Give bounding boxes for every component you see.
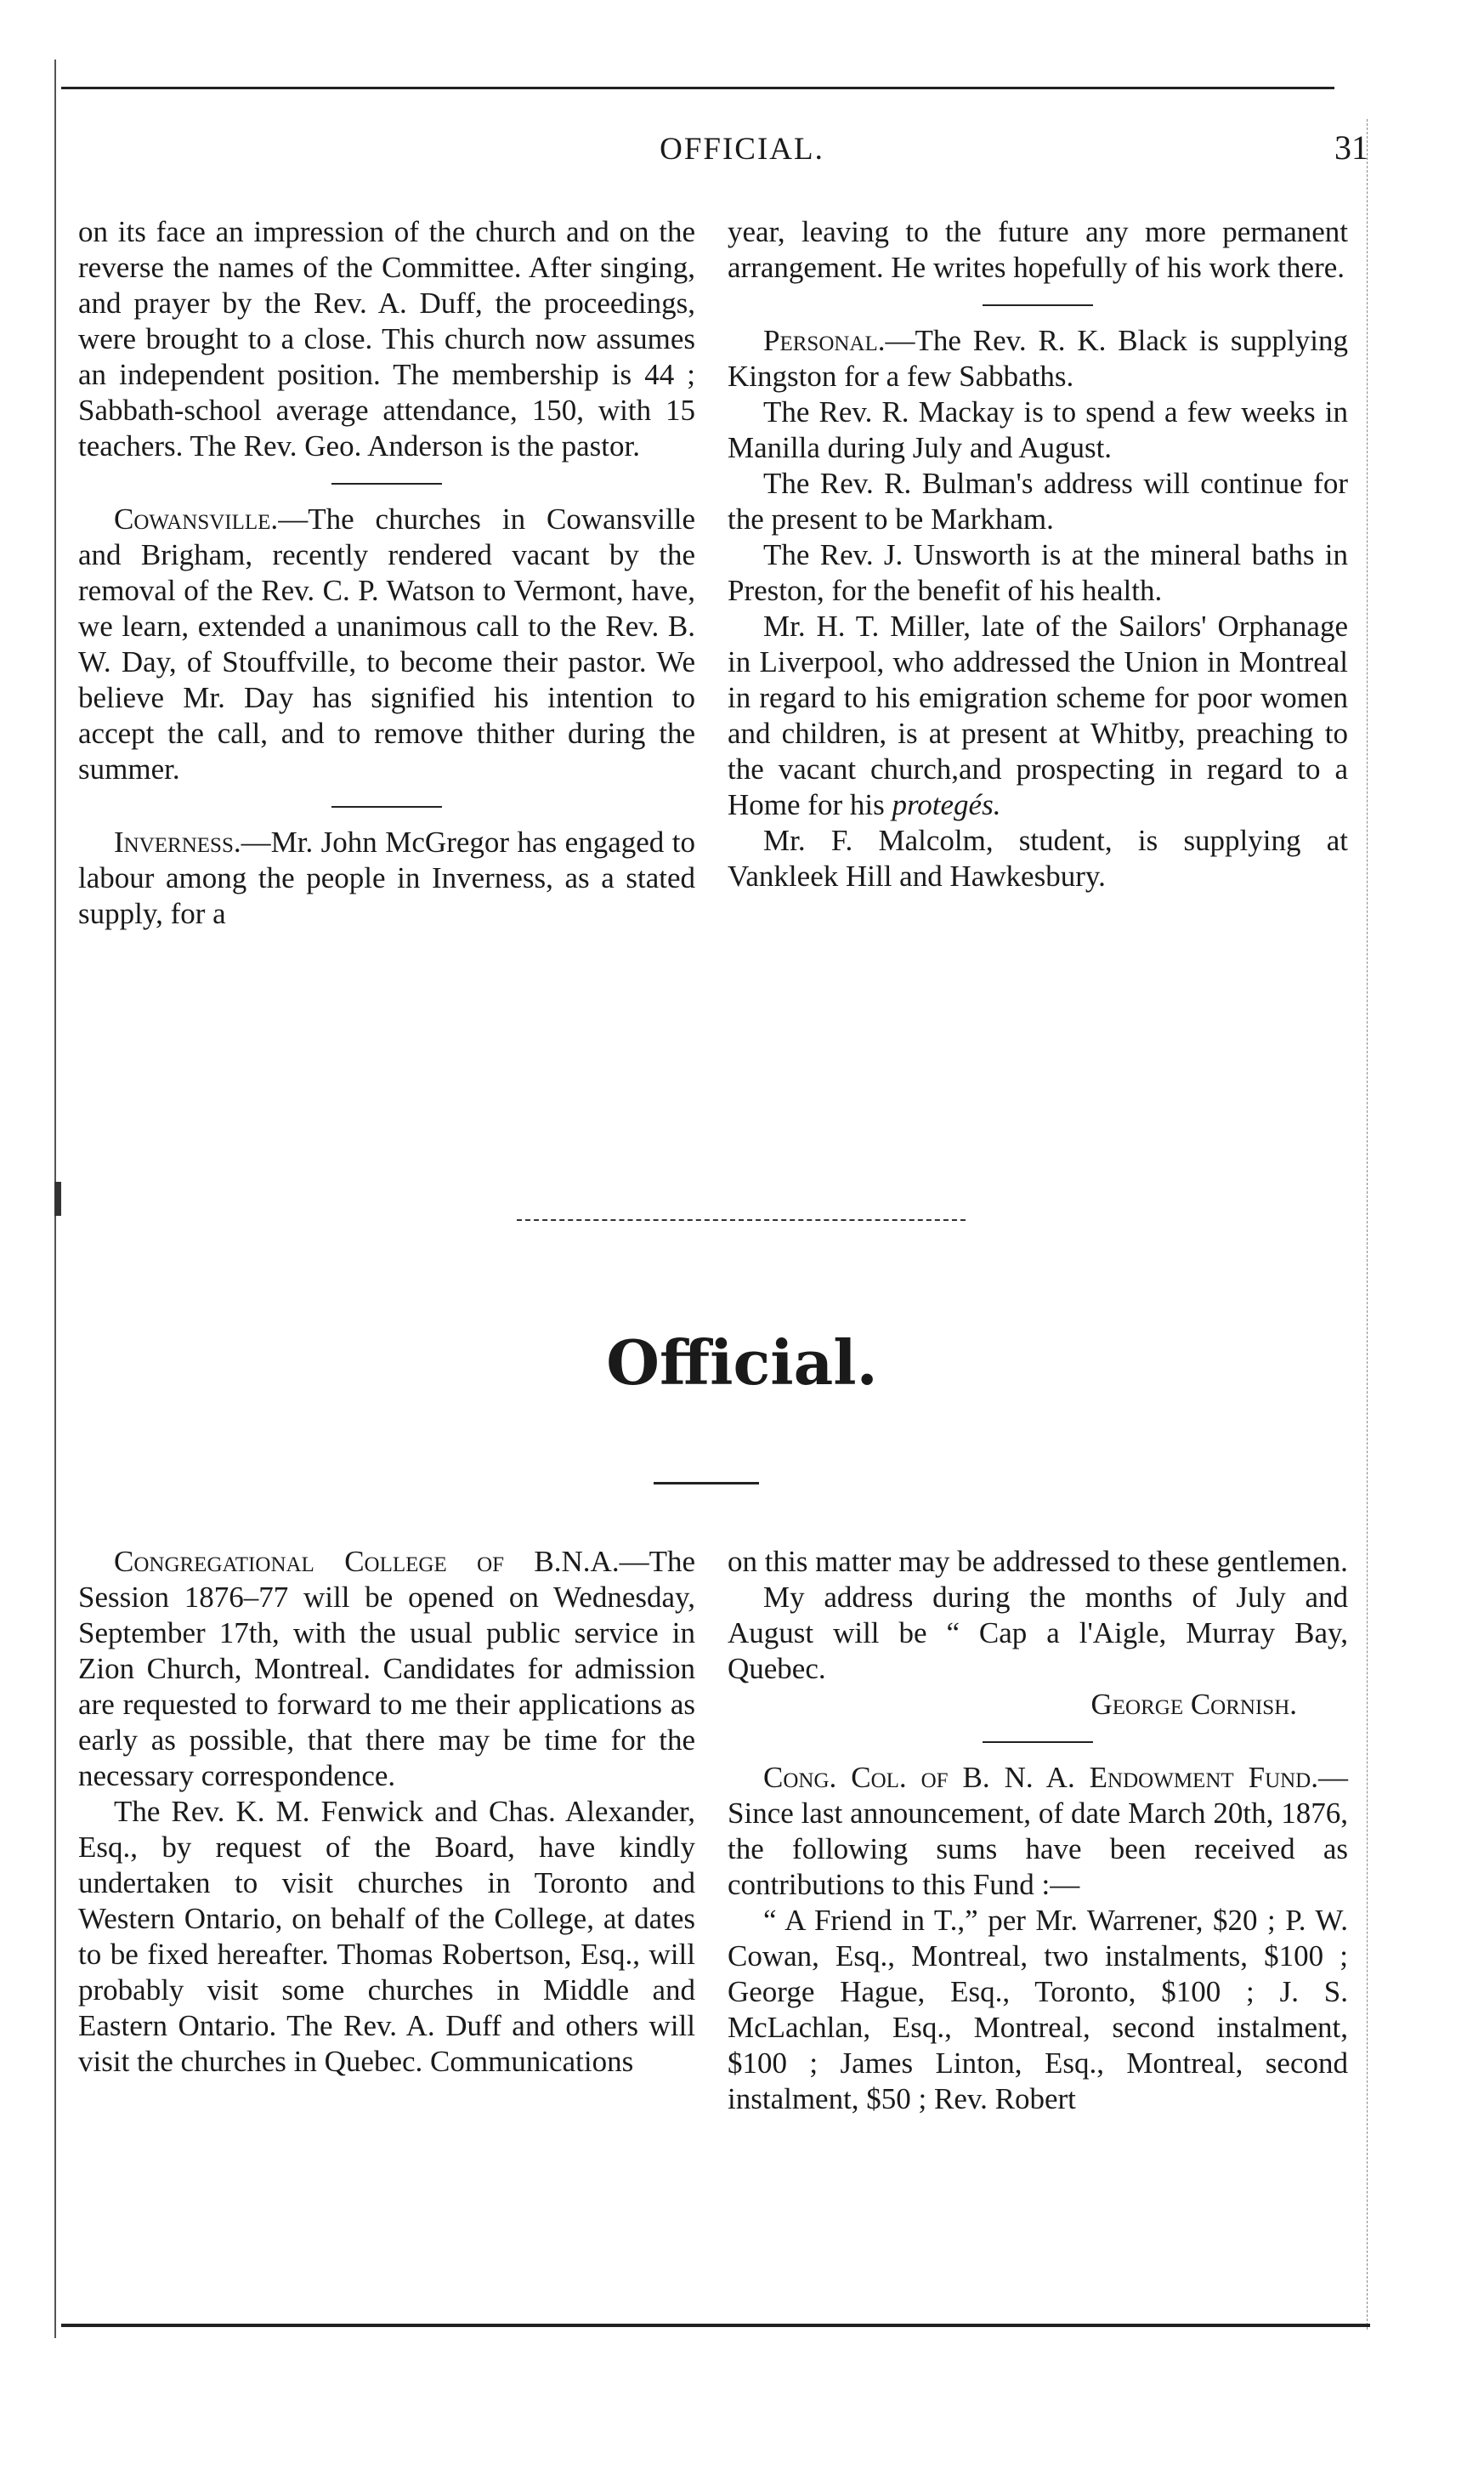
- page-number: 31: [1334, 128, 1368, 167]
- separator-rule: [983, 304, 1093, 306]
- paragraph-body: Mr. H. T. Miller, late of the Sailors' Orphanage in Liverpool, who addressed the Union in Montreal in regard to his emigration scheme for poor women and children, is at present at Whitby, preaching to the vacant church,and prospecting in regard to a Home for his: [728, 610, 1348, 821]
- section-heading: Official.: [606, 1326, 878, 1399]
- paragraph-inverness: [78, 825, 695, 932]
- footer-rule: [61, 2324, 1370, 2327]
- paragraph-body: —Mr. John McGregor has engaged to labour among the people in Inverness, as a stated supply, for a: [78, 826, 695, 930]
- paragraph-unsworth: The Rev. J. Unsworth is at the mineral baths in Preston, for the benefit of his health.: [728, 538, 1348, 607]
- paragraph-body: —The Session 1876–77 will be opened on Wednesday, September 17th, with the usual public service in Zion Church, Montreal. Candidates for admission are requested to forward to me their applications as early as possible, that there may be time for the necessary correspondence.: [78, 1545, 695, 1792]
- signature: George Cornish.: [1090, 1688, 1297, 1721]
- paragraph-bulman: The Rev. R. Bulman's address will continue for the present to be Markham.: [728, 467, 1348, 536]
- separator-rule: [983, 1741, 1093, 1743]
- paragraph-heading: Congregational College of B.N.A.: [114, 1545, 620, 1578]
- upper-right-column: [728, 214, 1348, 894]
- paragraph-malcolm: Mr. F. Malcolm, student, is supplying at Vankleek Hill and Hawkesbury.: [728, 824, 1348, 893]
- separator-rule: [331, 806, 442, 808]
- running-title: OFFICIAL.: [660, 132, 824, 167]
- paragraph-heading: Cong. Col. of B. N. A. Endowment Fund.: [763, 1761, 1318, 1794]
- paragraph-body: —Since last announcement, of date March 20th, 1876, the following sums have been received as contributions to this Fund :—: [728, 1761, 1348, 1901]
- section-divider-rule: [517, 1219, 966, 1221]
- margin-mark: [54, 1182, 61, 1216]
- paragraph-college: [78, 1544, 695, 1794]
- paragraph-address: My address during the months of July and August will be “ Cap a l'Aigle, Murray Bay, Quebec.: [728, 1581, 1348, 1685]
- paragraph-heading: Personal.: [763, 324, 886, 357]
- paragraph-heading: Cowansville.: [114, 502, 279, 536]
- italic-word: protegés.: [892, 788, 1001, 821]
- paragraph-church-pastor: on its face an impression of the church and on the reverse the names of the Committee. After singing, and prayer by the Rev. A. Duff, the proceedings, were brought to a close. This church now assumes an independent position. The membership is 44 ; Sabbath-school average attendance, 150, with 15 teachers. The Rev. Geo. Anderson is the pastor.: [78, 215, 695, 463]
- paragraph-continuation: year, leaving to the future any more permanent arrangement. He writes hopefully of his work there.: [728, 215, 1348, 284]
- paragraph-personal: [728, 323, 1348, 395]
- paragraph-cowansville: [78, 502, 695, 787]
- section-heading-rule: [654, 1482, 759, 1484]
- lower-left-column: [78, 1544, 695, 2080]
- paragraph-body: —The Rev. R. K. Black is supplying Kingston for a few Sabbaths.: [728, 324, 1348, 393]
- paragraph-visits: The Rev. K. M. Fenwick and Chas. Alexander, Esq., by request of the Board, have kindly undertaken to visit churches in Toronto and Western Ontario, on behalf of the College, at dates to be fixed hereafter. Thomas Robertson, Esq., will probably visit some churches in Middle and Eastern Ontario. The Rev. A. Duff and others will visit the churches in Quebec. Communications: [78, 1795, 695, 2078]
- paragraph-donors: “ A Friend in T.,” per Mr. Warrener, $20 ; P. W. Cowan, Esq., Montreal, two instalments, $100 ; George Hague, Esq., Toronto, $100 ; J. S. McLachlan, Esq., Montreal, second instalment, $100 ; James Linton, Esq., Montreal, second instalment, $50 ; Rev. Robert: [728, 1904, 1348, 2115]
- separator-rule: [331, 483, 442, 485]
- paragraph-continuation: on this matter may be addressed to these gentlemen.: [728, 1545, 1348, 1578]
- paragraph-endowment: [728, 1760, 1348, 1903]
- header-rule: [61, 87, 1334, 89]
- paragraph-mackay: The Rev. R. Mackay is to spend a few weeks in Manilla during July and August.: [728, 395, 1348, 464]
- page-edge-line: [1367, 119, 1368, 2330]
- paragraph-miller: [728, 609, 1348, 823]
- paragraph-heading: Inverness.: [114, 826, 241, 859]
- lower-right-column: [728, 1544, 1348, 2117]
- upper-left-column: [78, 214, 695, 932]
- paragraph-body: —The churches in Cowansville and Brigham, recently rendered vacant by the removal of the Rev. C. P. Watson to Vermont, have, we learn, extended a unanimous call to the Rev. B. W. Day, of Stouffville, to become their pastor. We believe Mr. Day has signified his intention to accept the call, and to remove thither during the summer.: [78, 502, 695, 786]
